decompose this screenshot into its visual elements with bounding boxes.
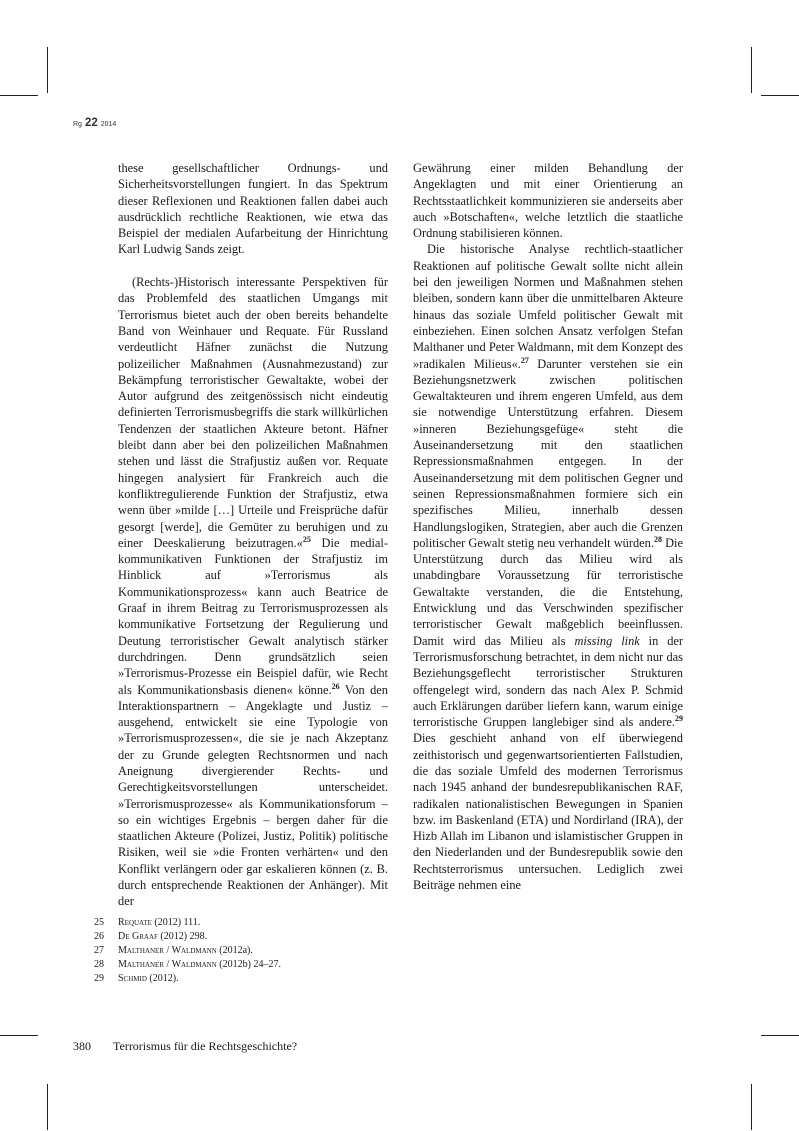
text-run: Die Unterstützung durch das Milieu wird als unabdingbare Voraussetzung für terroristische Gewaltakte verstanden, die die Entstehung, Entwicklung und das Verschwinden spezifischer terroristischer Gewalt maßgeblich beeinflussen. Damit wird das Milieu als (413, 535, 683, 648)
text-run: Die medial-kommunikativen Funktionen der Strafjustiz im Hinblick auf »Terrorismus als Kommunikationsprozess« kann auch Beatrice de Graaf in ihrem Beitrag zu Terrorismusprozessen als kommunikative Fortsetzung der Regulierung und Deutung terroristischer Gewalt analytisch stärker durchdringen. Denn grundsätzlich seien »Terrorismus-Prozesse ein Beispiel dafür, wie Recht als Kommunikationsbasis dienen« könne. (118, 535, 388, 697)
footnote-number: 26 (94, 931, 104, 942)
journal-abbrev: Rg (73, 121, 82, 128)
text-run: Dies geschieht anhand von elf überwiegend zeithistorisch und gegenwartsorientierten Fallstudien, die das soziale Umfeld des modernen Terrorismus nach 1945 anhand der bundesrepublikanischen RAF, radikalen nationalistischen Bewegungen in Spanien bzw. im Baskenland (ETA) und Nordirland (IRA), der Hizb Allah im Libanon und islamistischer Gruppen in den Niederlanden und der Bundesrepublik sowie den Rechtsterrorismus untersuchen. Lediglich zwei Beiträge nehmen eine (413, 731, 683, 893)
footnotes (94, 916, 309, 986)
footnote-author: Schmid (118, 973, 147, 984)
page-number: 380 (73, 1039, 91, 1053)
crop-mark (47, 47, 48, 93)
footnote-author: Malthaner / Waldmann (118, 959, 217, 970)
paragraph (118, 274, 388, 910)
footnote-ref-28[interactable]: 28 (653, 534, 662, 544)
issue-number: 22 (84, 117, 98, 129)
left-column (118, 160, 388, 910)
footnote-number: 29 (94, 973, 104, 984)
text-run: (Rechts-)Historisch interessante Perspektiven für das Problemfeld des staatlichen Umgangs mit Terrorismus bietet auch der oben bereits behandelte Band von Weinhauer und Requate. Für Russland verdeutlicht Häfner zunächst die Nutzung polizeilicher Maßnahmen (Ausnahmezustand) zur Bekämpfung terroristischer Gewaltakte, wobei der Autor aufgrund des zeitgenössisch nicht eindeutig definierten Terrorismusbegriffs die stark willkürlichen Tendenzen der staatlichen Akteure betont. Häfner bleibt dann aber bei den polizeilichen Maßnahmen stehen und lässt die Strafjustiz außen vor. Requate hingegen analysiert für Frankreich auch die konfliktregulierende Funktion der Strafjustiz, etwa wenn über »milde […] Urteile und Freisprüche dafür gesorgt [werde], die Gemüter zu beruhigen und zu einer Deeskalierung beizutragen.« (118, 275, 388, 550)
crop-mark (751, 1084, 752, 1130)
footnote-citation: (2012) 111. (151, 917, 201, 928)
footnote-number: 25 (94, 917, 104, 928)
text-run: in der Terrorismusforschung betrachtet, in dem nicht nur das Beziehungsgeflecht terroristischer Strukturen offengelegt wird, sondern das nach Alex P. Schmid auch Erklärungen darüber liefern kann, warum einige terroristische Gruppen langlebiger sind als andere. (413, 633, 684, 730)
footnote-item (94, 944, 309, 958)
footnote-item (94, 958, 309, 972)
crop-mark (761, 95, 799, 96)
crop-mark (0, 1035, 38, 1036)
running-title: Terrorismus für die Rechtsgeschichte? (113, 1039, 298, 1053)
text-run: Darunter verstehen sie ein Beziehungsnetzwerk zwischen politischen Gewaltakteuren und ihrem engeren Umfeld, aus dem sie notwendige Unterstützung erfahren. Diesem »inneren Beziehungsgefüge« steht die Auseinandersetzung mit den staatlichen Repressionsmaßnahmen entgegen. In der Auseinandersetzung mit dem politischen Gegner und seinen Repressionsmaßnahmen formiere sich ein spezifisches Milieu, innerhalb dessen Handlungslogiken, Strategien, aber auch die Grenzen politischer Gewalt stetig neu verhandelt würden. (413, 356, 683, 550)
crop-mark (47, 1084, 48, 1130)
crop-mark (0, 95, 38, 96)
footnote-ref-25[interactable]: 25 (302, 534, 311, 544)
footnote-author: Requate (118, 917, 152, 928)
footnote-ref-27[interactable]: 27 (520, 355, 529, 365)
footnote-citation: (2012) 298. (157, 931, 208, 942)
crop-mark (751, 47, 752, 93)
paragraph: Gewährung einer milden Behandlung der Angeklagten und mit einer Orientierung an Rechtsstaatlichkeit kommunizieren sie anderseits aber auch »Botschaften«, welche letztlich die staatliche Ordnung stabilisieren können. (413, 161, 683, 241)
footnote-item (94, 972, 309, 986)
crop-mark (761, 1035, 799, 1036)
footnote-item (94, 916, 309, 930)
page-footer (73, 1039, 297, 1054)
footnote-citation: (2012). (146, 973, 179, 984)
footnote-author: Malthaner / Waldmann (118, 945, 217, 956)
footnote-author: De Graaf (118, 931, 158, 942)
footnote-ref-29[interactable]: 29 (675, 713, 683, 723)
footnote-text (118, 944, 309, 958)
footnote-item (94, 930, 309, 944)
right-column (413, 160, 683, 893)
paragraph (413, 241, 683, 893)
paragraph: these gesellschaftlicher Ordnungs- und Sicherheitsvorstellungen fungiert. In das Spektrum dieser Reflexionen und Reaktionen fallen dabei auch ausdrücklich rechtliche Reaktionen, wie etwa das Beispiel der medialen Aufarbeitung der Hinrichtung Karl Ludwig Sands zeigt. (118, 161, 388, 257)
footnote-number: 27 (94, 945, 104, 956)
footnote-text (118, 930, 309, 944)
footnote-ref-26[interactable]: 26 (331, 681, 340, 691)
journal-header (73, 117, 116, 129)
footnote-number: 28 (94, 959, 104, 970)
text-run: Die historische Analyse rechtlich-staatlicher Reaktionen auf politische Gewalt sollte nicht allein bei den jeweiligen Normen und Maßnahmen stehen bleiben, sondern kann über die unmittelbaren Akteure hinaus das soziale Umfeld politischer Gewalt mit einbeziehen. Einen solchen Ansatz verfolgen Stefan Malthaner und Peter Waldmann, mit dem Konzept des »radikalen Milieus«. (413, 242, 683, 371)
footnote-citation: (2012a). (216, 945, 253, 956)
italic-term: missing link (574, 633, 640, 648)
footnote-text (118, 972, 309, 986)
footnote-text (118, 916, 309, 930)
footnote-text (118, 958, 309, 972)
footnote-citation: (2012b) 24–27. (216, 959, 281, 970)
journal-year: 2014 (100, 121, 117, 128)
text-run: Von den Interaktionspartnern – Angeklagte und Justiz – ausgehend, entwickelt sie eine Typologie von »Terrorismusprozessen«, die sie je nach Akzeptanz der zu Grunde gelegten Rechtsnormen und nach Aneignung divergierender Rechts- und Gerechtigkeitsvorstellungen unterscheidet. »Terrorismusprozesse« als Kommunikationsforum – so ein wichtiges Ergebnis – bergen daher für die staatlichen Akteure (Polizei, Justiz, Politik) politische Risiken, weil sie »die Fronten verhärten« und den Konflikt verlängern oder gar eskalieren können (z. B. durch entsprechende Reaktionen der Anhänger). Mit der (118, 682, 389, 909)
